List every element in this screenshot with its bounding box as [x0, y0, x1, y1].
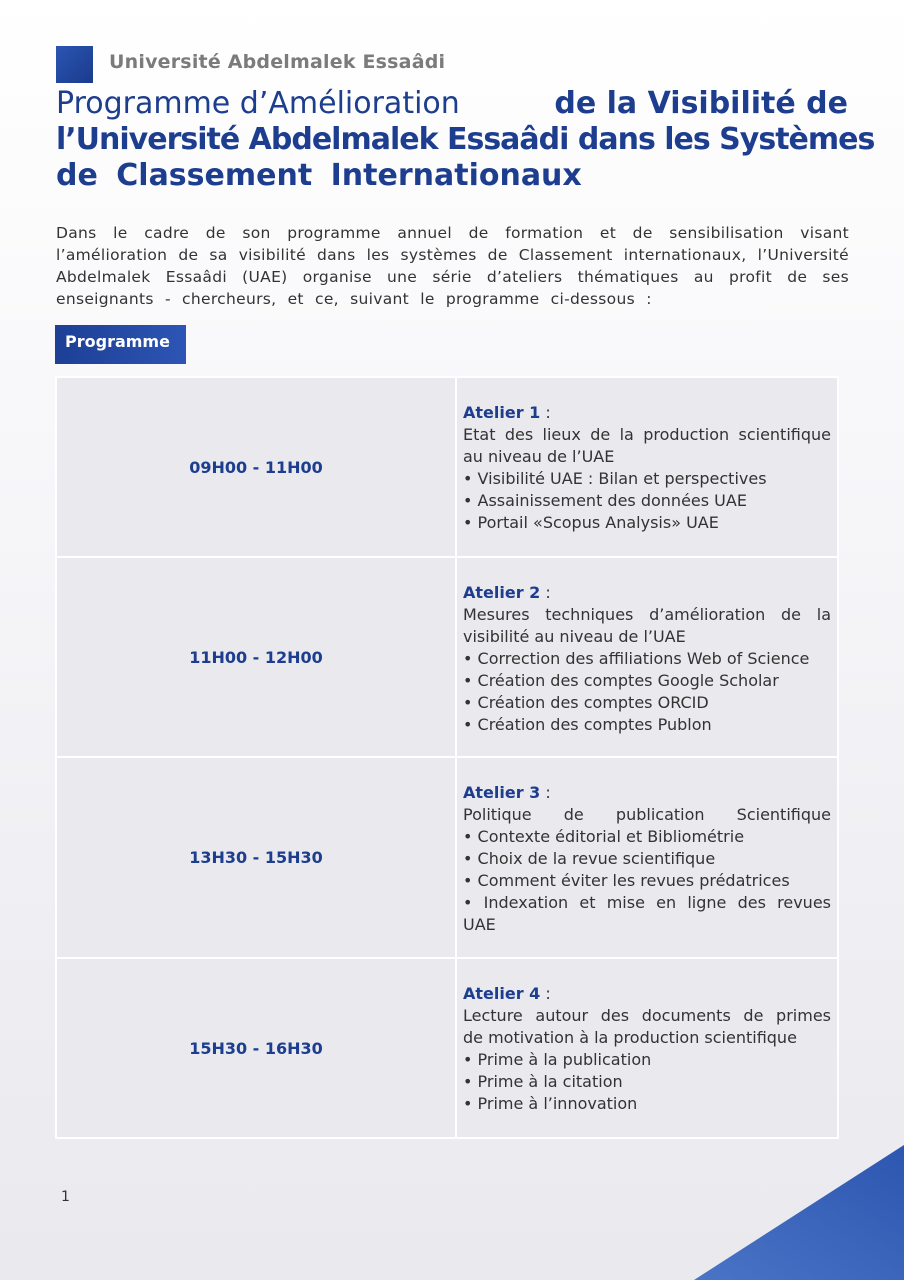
atelier-description: Mesures techniques d’amélioration de la [463, 605, 831, 624]
intro-line: Dans le cadre de son programme annuel de formation et de sensibilisation visant [56, 224, 849, 242]
title-line-3: de Classement Internationaux [56, 158, 582, 193]
title-line-1-regular: Programme d’Amélioration [56, 86, 460, 121]
atelier-description: de motivation à la production scientifique [463, 1028, 797, 1047]
atelier-name: Atelier 1 [463, 403, 541, 422]
atelier-description: Etat des lieux de la production scientifique [463, 425, 831, 444]
intro-line: l’amélioration de sa visibilité dans les systèmes de Classement internationaux, l’Université [56, 246, 849, 264]
intro-line: enseignants - chercheurs, et ce, suivant le programme ci-dessous : [56, 290, 652, 308]
list-item: • Indexation et mise en ligne des revues [463, 893, 831, 912]
atelier-name: Atelier 2 [463, 583, 541, 602]
atelier-name: Atelier 4 [463, 984, 541, 1003]
atelier-description: Politique de publication Scientifique [463, 805, 831, 824]
table-row [56, 557, 838, 757]
list-item: • Choix de la revue scientifique [463, 849, 716, 868]
corner-triangle [694, 1145, 904, 1280]
table-row [56, 377, 838, 557]
atelier-colon: : [540, 583, 551, 602]
page-title [56, 86, 875, 194]
list-item: • Comment éviter les revues prédatrices [463, 871, 790, 890]
corner-decoration [694, 1145, 904, 1280]
intro-paragraph [56, 222, 849, 310]
session-time: 11H00 - 12H00 [56, 557, 456, 757]
atelier-colon: : [540, 783, 551, 802]
list-item-continuation: UAE [463, 915, 496, 934]
page-number: 1 [61, 1189, 70, 1205]
table-row [56, 958, 838, 1138]
atelier-title [463, 583, 551, 602]
session-content [456, 958, 838, 1138]
atelier-name: Atelier 3 [463, 783, 541, 802]
list-item: • Portail «Scopus Analysis» UAE [463, 513, 719, 532]
list-item: • Prime à l’innovation [463, 1094, 638, 1113]
list-item: • Prime à la citation [463, 1072, 623, 1091]
session-content [456, 757, 838, 958]
programme-table [55, 376, 839, 1139]
university-name: Université Abdelmalek Essaâdi [109, 51, 446, 73]
atelier-colon: : [540, 984, 551, 1003]
session-content [456, 557, 838, 757]
title-line-1-bold: de la Visibilité de [554, 86, 848, 121]
atelier-title [463, 783, 551, 802]
list-item: • Création des comptes Publon [463, 715, 712, 734]
list-item: • Contexte éditorial et Bibliométrie [463, 827, 745, 846]
atelier-description: Lecture autour des documents de primes [463, 1006, 831, 1025]
list-item: • Création des comptes Google Scholar [463, 671, 779, 690]
list-item: • Prime à la publication [463, 1050, 652, 1069]
list-item: • Création des comptes ORCID [463, 693, 709, 712]
programme-badge: Programme [55, 325, 186, 364]
intro-line: Abdelmalek Essaâdi (UAE) organise une série d’ateliers thématiques au profit de ses [56, 268, 849, 286]
title-line-1 [56, 86, 848, 122]
list-item: • Assainissement des données UAE [463, 491, 747, 510]
list-item: • Correction des affiliations Web of Science [463, 649, 810, 668]
atelier-description: au niveau de l’UAE [463, 447, 615, 466]
session-content [456, 377, 838, 557]
title-line-2: l’Université Abdelmalek Essaâdi dans les Systèmes [56, 122, 875, 157]
logo-square [56, 46, 93, 83]
table-row [56, 757, 838, 958]
session-time: 09H00 - 11H00 [56, 377, 456, 557]
atelier-colon: : [540, 403, 551, 422]
atelier-title [463, 403, 551, 422]
atelier-description: visibilité au niveau de l’UAE [463, 627, 686, 646]
list-item: • Visibilité UAE : Bilan et perspectives [463, 469, 767, 488]
session-time: 13H30 - 15H30 [56, 757, 456, 958]
session-time: 15H30 - 16H30 [56, 958, 456, 1138]
atelier-title [463, 984, 551, 1003]
